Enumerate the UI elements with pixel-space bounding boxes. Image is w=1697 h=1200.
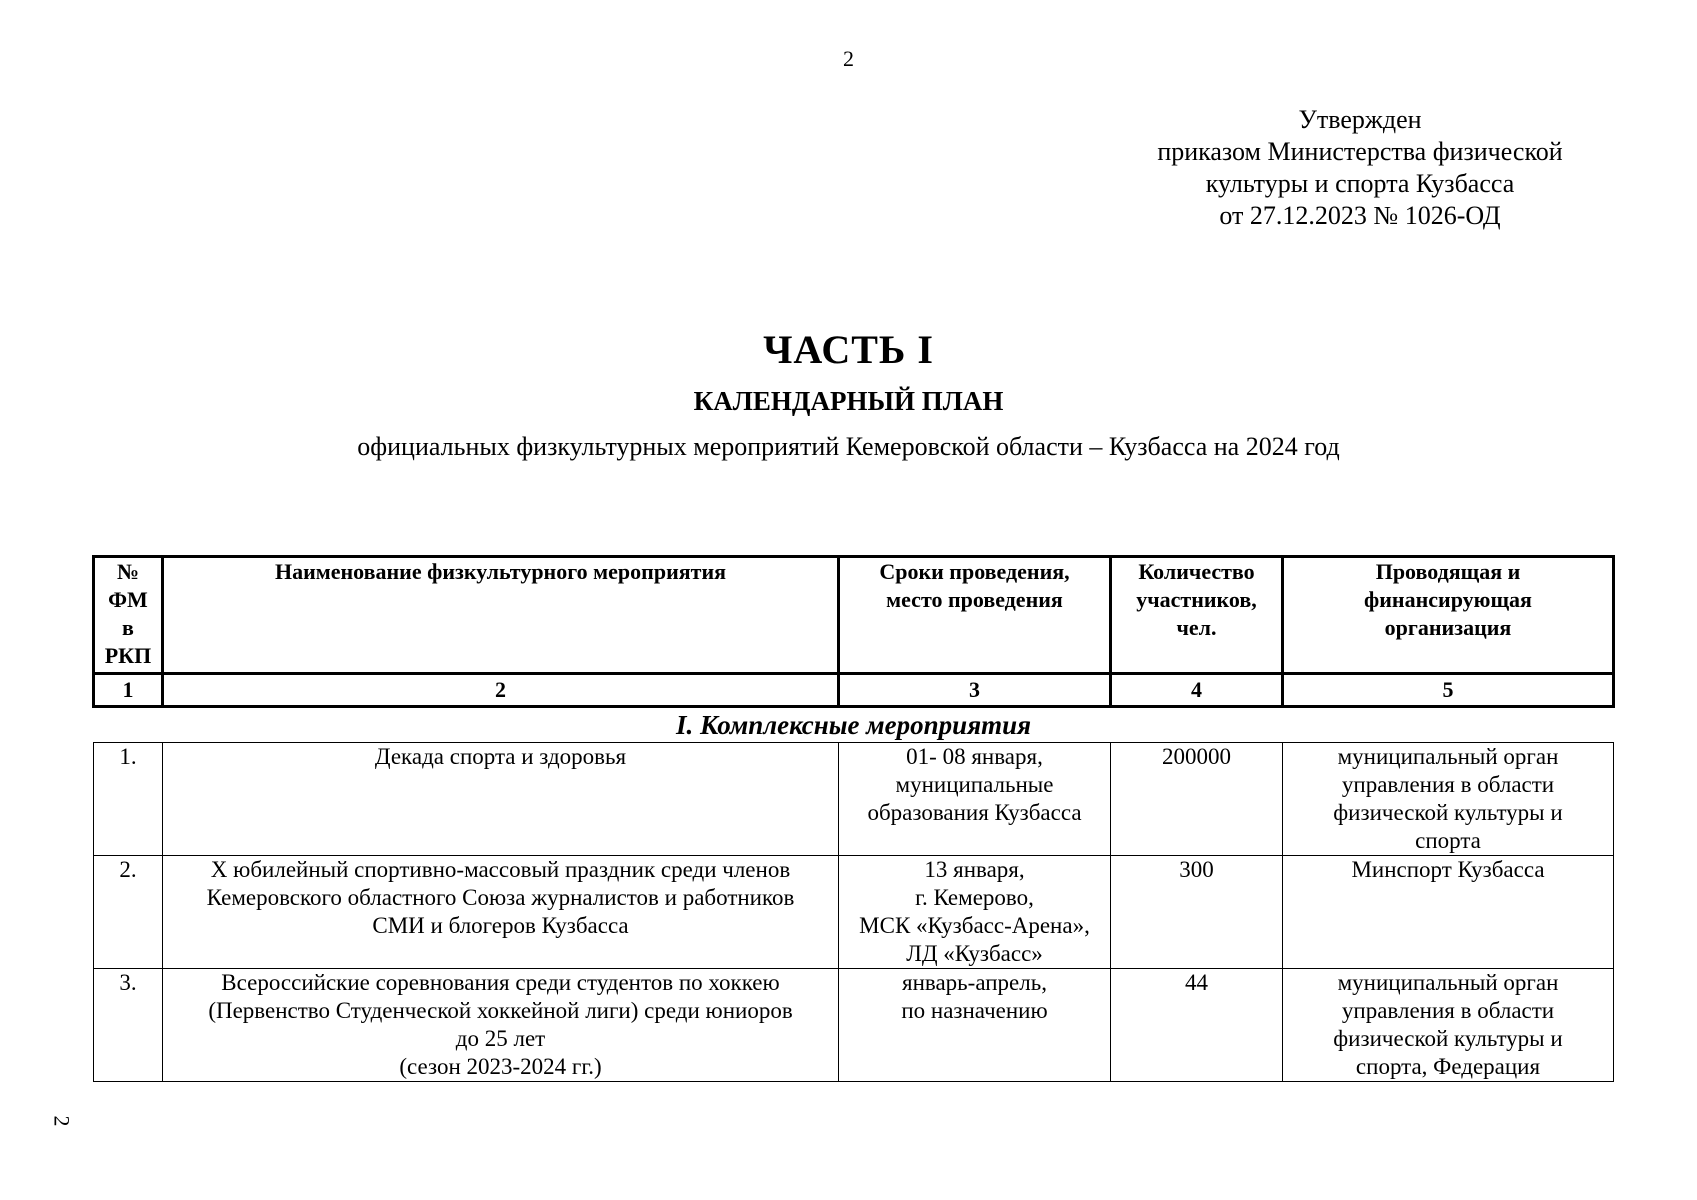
column-number: 5 [1283, 674, 1614, 707]
column-number-row [94, 674, 1614, 707]
event-participants: 44 [1111, 969, 1283, 1082]
plan-title: КАЛЕНДАРНЫЙ ПЛАН [693, 386, 1004, 416]
event-name: Всероссийские соревнования среди студентов по хоккею (Первенство Студенческой хоккейной лиги) среди юниоров до 25 лет (сезон 2023-2024 гг.) [163, 969, 839, 1082]
table-row [94, 743, 1614, 856]
event-name: Декада спорта и здоровья [163, 743, 839, 856]
event-organizer: Минспорт Кузбасса [1283, 856, 1614, 969]
column-number: 2 [163, 674, 839, 707]
table-row [94, 856, 1614, 969]
event-participants: 300 [1111, 856, 1283, 969]
section-title: I. Комплексные мероприятия [675, 710, 1032, 740]
table-row [94, 969, 1614, 1082]
event-participants: 200000 [1111, 743, 1283, 856]
row-number: 3. [94, 969, 163, 1082]
header-participants: Количество участников, чел. [1111, 557, 1283, 674]
section-row [94, 707, 1614, 743]
event-organizer: муниципальный орган управления в области физической культуры и спорта [1283, 743, 1614, 856]
row-number: 2. [94, 856, 163, 969]
header-organizer: Проводящая и финансирующая организация [1283, 557, 1614, 674]
approval-line: Утвержден [1298, 105, 1422, 134]
column-number: 4 [1111, 674, 1283, 707]
side-page-mark: 2 [49, 1115, 75, 1127]
event-dates: январь-апрель, по назначению [839, 969, 1111, 1082]
event-dates: 01- 08 января, муниципальные образования Кузбасса [839, 743, 1111, 856]
event-organizer: муниципальный орган управления в области физической культуры и спорта, Федерация [1283, 969, 1614, 1082]
approval-stamp [1120, 104, 1600, 232]
event-dates: 13 января, г. Кемерово, МСК «Кузбасс-Арена», ЛД «Кузбасс» [839, 856, 1111, 969]
calendar-plan-table [92, 555, 1615, 1082]
column-number: 1 [94, 674, 163, 707]
plan-subtitle: официальных физкультурных мероприятий Кемеровской области – Кузбасса на 2024 год [357, 432, 1340, 461]
table-header-row [94, 557, 1614, 674]
page-number: 2 [843, 46, 854, 71]
column-number: 3 [839, 674, 1111, 707]
row-number: 1. [94, 743, 163, 856]
header-number: № ФМ в РКП [94, 557, 163, 674]
header-event-name: Наименование физкультурного мероприятия [163, 557, 839, 674]
approval-line: культуры и спорта Кузбасса [1205, 169, 1515, 198]
approval-line: приказом Министерства физической [1157, 137, 1563, 166]
part-title: ЧАСТЬ I [763, 327, 934, 372]
header-dates-place: Сроки проведения, место проведения [839, 557, 1111, 674]
approval-line: от 27.12.2023 № 1026-ОД [1219, 201, 1501, 230]
event-name: X юбилейный спортивно-массовый праздник среди членов Кемеровского областного Союза журналистов и работников СМИ и блогеров Кузбасса [163, 856, 839, 969]
